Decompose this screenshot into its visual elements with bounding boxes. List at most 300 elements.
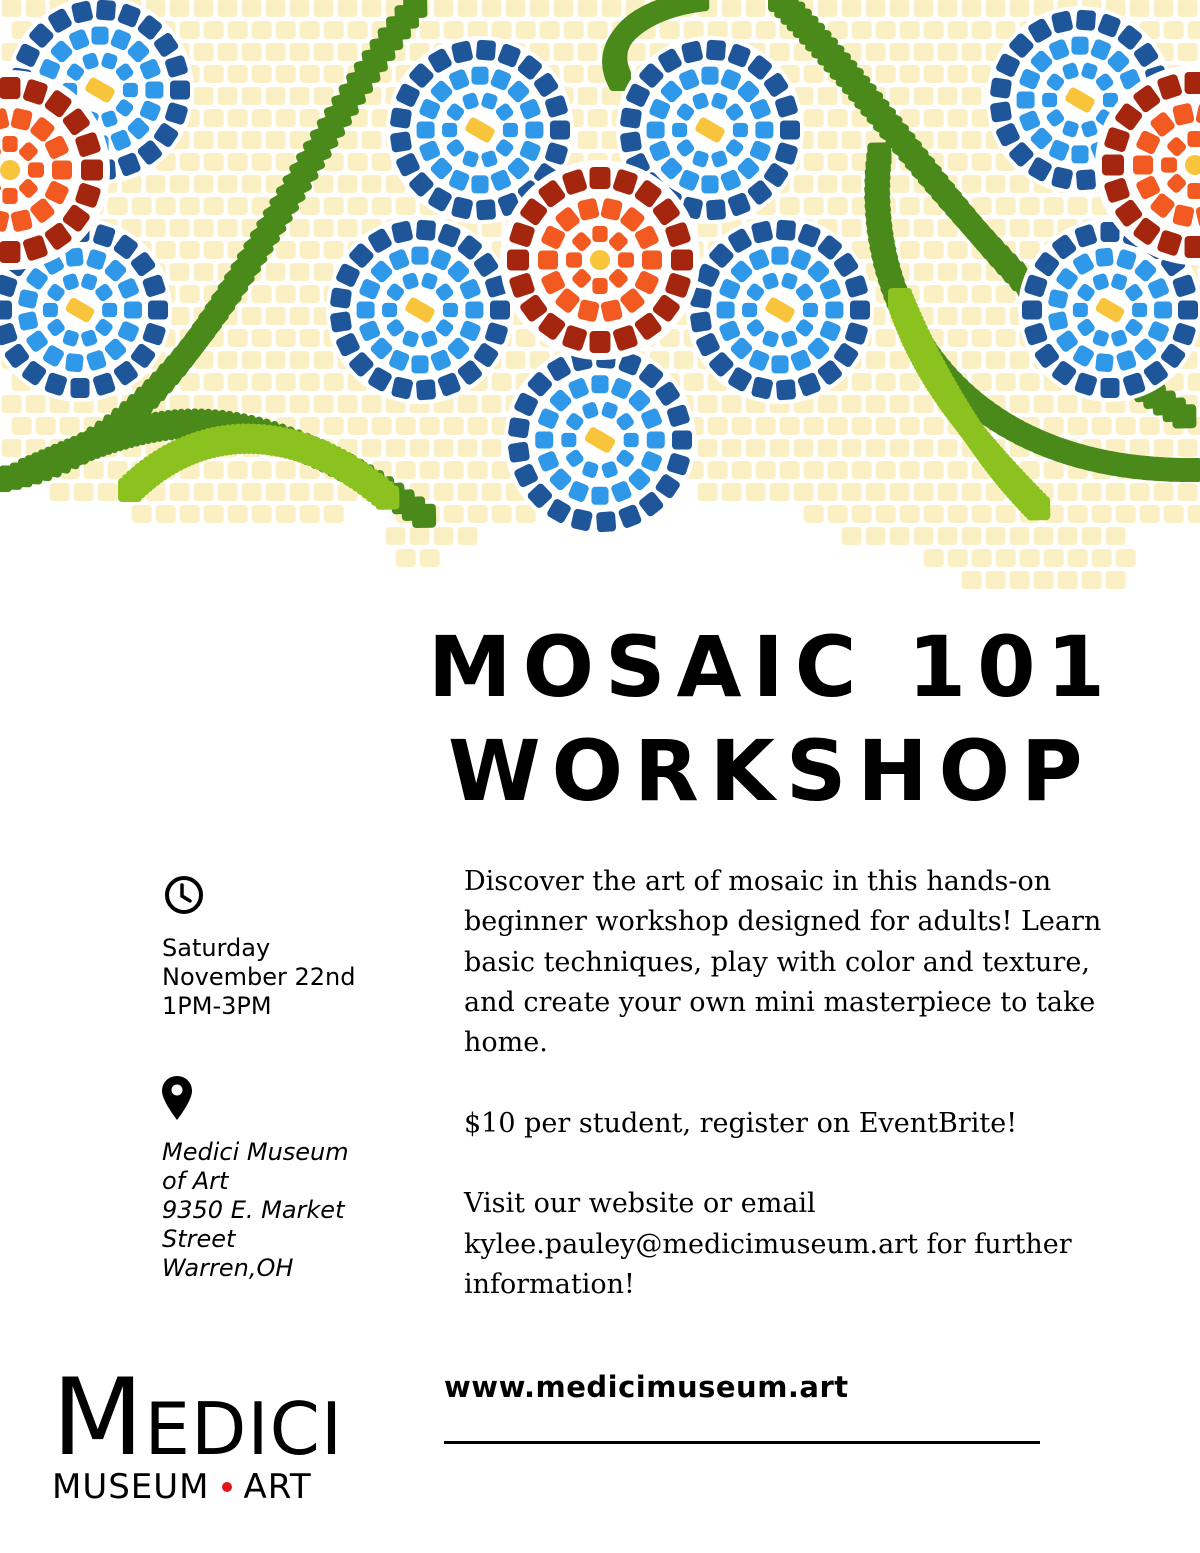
mosaic-tile (671, 250, 693, 271)
mosaic-tile (996, 549, 1016, 567)
mosaic-tile (338, 0, 358, 17)
mosaic-tile (194, 43, 214, 61)
mosaic-tile (1092, 417, 1112, 435)
mosaic-tile (722, 439, 742, 457)
mosaic-tile (1092, 549, 1112, 567)
mosaic-tile (324, 21, 344, 39)
mosaic-tile (938, 0, 958, 17)
mosaic-tile (698, 483, 718, 501)
medici-logo (52, 1356, 344, 1507)
mosaic-tile (852, 461, 872, 479)
mosaic-tile (962, 571, 982, 589)
mosaic-tile (204, 373, 224, 391)
mosaic-tile (1020, 373, 1040, 391)
mosaic-tile (948, 329, 968, 347)
mosaic-tile (1188, 21, 1200, 39)
mosaic-tile (722, 395, 742, 413)
mosaic-tile (390, 131, 413, 153)
mosaic-tile (948, 153, 968, 171)
mosaic-tile (818, 87, 838, 105)
mosaic-tile (516, 21, 536, 39)
mosaic-tile (218, 0, 238, 17)
mosaic-tile (1068, 505, 1088, 523)
mosaic-tile (828, 197, 848, 215)
mosaic-tile (924, 549, 944, 567)
mosaic-tile (218, 131, 238, 149)
mosaic-tile (948, 241, 968, 259)
mosaic-tile (986, 0, 1006, 17)
mosaic-tile (170, 81, 190, 100)
mosaic-tile (458, 439, 478, 457)
mosaic-tile (1095, 247, 1114, 267)
mosaic-tile (962, 0, 982, 17)
mosaic-tile (578, 87, 598, 105)
mosaic-tile (242, 0, 262, 17)
mosaic-tile (776, 220, 796, 241)
mosaic-tile (1154, 0, 1174, 17)
mosaic-tile (876, 329, 896, 347)
mosaic-tile (91, 27, 108, 45)
mosaic-tile (416, 379, 436, 400)
mosaic-tile (742, 303, 757, 317)
mosaic-tile (444, 21, 464, 39)
mosaic-tile (924, 285, 944, 303)
mosaic-tile (938, 527, 958, 545)
mosaic-tile (50, 483, 70, 501)
mosaic-tile (416, 220, 436, 241)
mosaic-tile (1187, 131, 1200, 147)
description (464, 862, 1104, 1346)
mosaic-tile (1164, 21, 1184, 39)
mosaic-tile (204, 153, 224, 171)
mosaic-tile (972, 285, 992, 303)
mosaic-tile (1178, 483, 1198, 501)
mosaic-tile (508, 441, 531, 463)
mosaic-tile (900, 461, 920, 479)
mosaic-tile (842, 0, 862, 17)
mosaic-tile (180, 197, 200, 215)
mosaic-tile (914, 483, 934, 501)
mosaic-tile (746, 0, 766, 17)
mosaic-tile (924, 109, 944, 127)
mosaic-tile (420, 549, 440, 567)
mosaic-tile (411, 355, 428, 373)
mosaic-tile (314, 263, 334, 281)
mosaic-tile (900, 241, 920, 259)
mosaic-tile (525, 121, 543, 138)
mosaic-tile (276, 65, 296, 83)
mosaic-tile (314, 87, 334, 105)
mosaic-tile (96, 0, 116, 21)
mosaic-tile (938, 483, 958, 501)
mosaic-tile (458, 483, 478, 501)
mosaic-tile (204, 109, 224, 127)
mosaic-tile (962, 483, 982, 501)
mosaic-tile (290, 263, 310, 281)
mosaic-tile (592, 278, 607, 294)
mosaic-tile (828, 153, 848, 171)
mosaic-tile (507, 250, 529, 271)
mosaic-tile (804, 153, 824, 171)
mosaic-tile (252, 109, 272, 127)
mosaic-tile (390, 107, 413, 129)
mosaic-tile (746, 439, 766, 457)
mosaic-tile (962, 307, 982, 325)
mosaic-backdrop (590, 250, 610, 270)
mosaic-tile (986, 527, 1006, 545)
mosaic-tile (252, 373, 272, 391)
mosaic-tile (242, 351, 262, 369)
mosaic-tile (290, 483, 310, 501)
mosaic-tile (876, 65, 896, 83)
mosaic-tile (362, 175, 382, 193)
mosaic-tile (948, 505, 968, 523)
mosaic-tile (420, 417, 440, 435)
mosaic-tile (530, 0, 550, 17)
mosaic-tile (876, 461, 896, 479)
mosaic-tile (218, 43, 238, 61)
mosaic-tile (290, 87, 310, 105)
mosaic-tile (804, 461, 824, 479)
mosaic-tile (266, 43, 286, 61)
mosaic-tile (962, 263, 982, 281)
mosaic-tile (1178, 301, 1198, 320)
mosaic-tile (218, 351, 238, 369)
mosaic-tile (43, 303, 58, 317)
mosaic-tile (708, 417, 728, 435)
mosaic-tile (102, 303, 117, 317)
mosaic-tile (1068, 197, 1088, 215)
mosaic-tile (81, 160, 103, 181)
mosaic-tile (996, 505, 1016, 523)
mosaic-tile (1068, 549, 1088, 567)
mosaic-tile (228, 21, 248, 39)
mosaic-tile (818, 175, 838, 193)
mosaic-tile (804, 109, 824, 127)
mosaic-tile (1076, 169, 1096, 190)
mosaic-tile (732, 461, 752, 479)
mosaic-tile (252, 153, 272, 171)
mosaic-tile (1130, 439, 1150, 457)
mosaic-tile (290, 43, 310, 61)
mosaic-tile (1095, 353, 1114, 373)
mosaic-tile (554, 43, 574, 61)
mosaic-tile (508, 417, 531, 439)
mosaic-tile (338, 43, 358, 61)
mosaic-tile (434, 483, 454, 501)
mosaic-tile (1071, 37, 1088, 55)
mosaic-tile (588, 109, 608, 127)
mosaic-tile (1164, 505, 1184, 523)
event-time: 1PM-3PM (162, 992, 272, 1020)
mosaic-tile (492, 373, 512, 391)
mosaic-tile (482, 439, 502, 457)
mosaic-tile (780, 461, 800, 479)
mosaic-tile (1026, 496, 1050, 520)
mosaic-tile (842, 395, 862, 413)
mosaic-tile (996, 329, 1016, 347)
mosaic-tile (476, 40, 496, 61)
mosaic-tile (156, 241, 176, 259)
mosaic-tile (276, 241, 296, 259)
mosaic-tile (850, 301, 870, 320)
mosaic-tile (218, 219, 238, 237)
mosaic-tile (60, 417, 80, 435)
mosaic-tile (990, 77, 1013, 99)
mosaic-tile (825, 301, 843, 318)
mosaic-tile (314, 351, 334, 369)
mosaic-tile (1102, 155, 1124, 176)
mosaic-tile (672, 123, 687, 137)
mosaic-tile (1140, 505, 1160, 523)
mosaic-tile (468, 505, 488, 523)
mosaic-tile (818, 439, 838, 457)
mosaic-tile (170, 175, 190, 193)
logo-art: ART (243, 1467, 312, 1507)
mosaic-tile (506, 351, 526, 369)
mosaic-tile (647, 431, 665, 448)
mosaic-tile (314, 0, 334, 17)
mosaic-tile (228, 461, 248, 479)
mosaic-tile (420, 21, 440, 39)
mosaic-tile (443, 303, 458, 317)
mosaic-tile (578, 43, 598, 61)
mosaic-tile (348, 153, 368, 171)
mosaic-tile (180, 285, 200, 303)
mosaic-tile (228, 65, 248, 83)
mosaic-tile (620, 107, 643, 129)
mosaic-tile (372, 197, 392, 215)
mosaic-tile (535, 431, 553, 448)
mosaic-tile (468, 461, 488, 479)
mosaic-tile (396, 461, 416, 479)
mosaic-tile (803, 303, 818, 317)
mosaic-tile (1034, 527, 1054, 545)
mosaic-tile (410, 439, 430, 457)
mosaic-tile (218, 483, 238, 501)
mosaic-tile (492, 21, 512, 39)
mosaic-tile (624, 433, 639, 447)
mosaic-tile (276, 329, 296, 347)
mosaic-tile (770, 43, 790, 61)
mosaic-tile (252, 285, 272, 303)
mosaic-tile (554, 0, 574, 17)
mosaic-tile (755, 121, 773, 138)
mosaic-tile (1092, 505, 1112, 523)
mosaic-tile (1010, 219, 1030, 237)
mosaic-tile (36, 417, 56, 435)
mosaic-tile (170, 0, 190, 17)
mosaic-tile (924, 21, 944, 39)
mosaic-tile (588, 21, 608, 39)
mosaic-tile (204, 505, 224, 523)
mosaic-tile (1082, 483, 1102, 501)
mosaic-tile (701, 175, 718, 193)
mosaic-tile (146, 219, 166, 237)
mosaic-tile (228, 505, 248, 523)
mosaic-tile (1010, 571, 1030, 589)
mosaic-tile (900, 417, 920, 435)
mosaic-tile (266, 307, 286, 325)
mosaic-tile (890, 351, 910, 369)
mosaic-tile (412, 504, 436, 528)
mosaic-tile (890, 527, 910, 545)
mosaic-tile (592, 226, 607, 242)
mosaic-tile (1068, 417, 1088, 435)
mosaic-tile (818, 483, 838, 501)
location-line: of Art (162, 1167, 229, 1195)
mosaic-tile (660, 21, 680, 39)
mosaic-tile (890, 395, 910, 413)
mosaic-tile (266, 263, 286, 281)
mosaic-tile (290, 0, 310, 17)
mosaic-tile (314, 43, 334, 61)
mosaic-tile (924, 505, 944, 523)
mosaic-tile (690, 311, 713, 333)
mosaic-tile (867, 142, 891, 166)
mosaic-tile (1106, 571, 1126, 589)
mosaic-tile (996, 197, 1016, 215)
price-paragraph: $10 per student, register on EventBrite! (464, 1107, 1018, 1139)
mosaic-tile (458, 0, 478, 17)
mosaic-tile (324, 65, 344, 83)
mosaic-tile (990, 101, 1013, 123)
mosaic-tile (972, 505, 992, 523)
mosaic-tile (876, 417, 896, 435)
mosaic-tile (684, 373, 704, 391)
mosaic-tile (2, 188, 17, 204)
mosaic-tile (1071, 145, 1088, 163)
mosaic-tile (972, 21, 992, 39)
mosaic-tile (948, 21, 968, 39)
mosaic-tile (866, 43, 886, 61)
mosaic-tile (924, 417, 944, 435)
mosaic-tile (252, 505, 272, 523)
mosaic-tile (698, 439, 718, 457)
mosaic-tile (194, 87, 214, 105)
mosaic-tile (300, 329, 320, 347)
mosaic-tile (1130, 0, 1150, 17)
mosaic-tile (228, 153, 248, 171)
mosaic-tile (324, 373, 344, 391)
mosaic-tile (71, 378, 90, 398)
mosaic-tile (156, 505, 176, 523)
mosaic-tile (204, 197, 224, 215)
mosaic-tile (642, 251, 662, 270)
mosaic-tile (228, 329, 248, 347)
mosaic-tile (1058, 527, 1078, 545)
mosaic-tile (362, 439, 382, 457)
mosaic-tile (842, 439, 862, 457)
mosaic-tile (672, 431, 692, 450)
mosaic-tile (362, 0, 382, 17)
mosaic-tile (986, 307, 1006, 325)
mosaic-tile (300, 285, 320, 303)
mosaic-tile (396, 417, 416, 435)
mosaic-tile (1132, 303, 1147, 317)
mosaic-tile (684, 21, 704, 39)
mosaic-tile (756, 461, 776, 479)
title-line-1: MOSAIC 101 (428, 618, 1116, 716)
description-paragraph: Discover the art of mosaic in this hands-on beginner workshop designed for adults! Learn basic techniques, play with color and texture, and create your own mini masterpiece to take home. (464, 866, 1102, 1059)
mosaic-tile (1178, 439, 1198, 457)
mosaic-tile (338, 395, 358, 413)
mosaic-tile (890, 483, 910, 501)
mosaic-tile (1154, 301, 1172, 318)
mosaic-tile (372, 417, 392, 435)
map-pin-icon (160, 1074, 194, 1122)
mosaic-tile (276, 21, 296, 39)
website-link[interactable]: www.medicimuseum.art (444, 1370, 849, 1404)
mosaic-tile (1116, 505, 1136, 523)
mosaic-tile (1020, 549, 1040, 567)
mosaic-tile (972, 153, 992, 171)
mosaic-tile (962, 131, 982, 149)
mosaic-tile (1076, 10, 1096, 31)
mosaic-tile (434, 527, 454, 545)
mosaic-tile (1034, 395, 1054, 413)
mosaic-tile (386, 439, 406, 457)
mosaic-tile (1017, 91, 1035, 108)
mosaic-tile (180, 241, 200, 259)
mosaic-tile (776, 379, 796, 400)
mosaic-tile (148, 301, 168, 320)
mosaic-tile (914, 219, 934, 237)
mosaic-tile (276, 373, 296, 391)
mosaic-tile (794, 483, 814, 501)
mosaic-tile (1082, 527, 1102, 545)
mosaic-tile (852, 373, 872, 391)
mosaic-tile (2, 0, 22, 17)
mosaic-tile (471, 175, 488, 193)
mosaic-tile (444, 461, 464, 479)
mosaic-tile (938, 439, 958, 457)
mosaic-tile (290, 395, 310, 413)
mosaic-tile (602, 0, 622, 17)
mosaic-tile (300, 241, 320, 259)
location-line: 9350 E. Market (162, 1196, 345, 1224)
mosaic-tile (290, 307, 310, 325)
mosaic-tile (348, 417, 368, 435)
mosaic-tile (482, 0, 502, 17)
mosaic-tile (242, 395, 262, 413)
mosaic-tile (1042, 93, 1057, 107)
mosaic-tile (1106, 483, 1126, 501)
mosaic-tile (866, 0, 886, 17)
mosaic-tile (1101, 378, 1120, 398)
mosaic-tile (771, 355, 788, 373)
mosaic-tile (590, 167, 611, 189)
mosaic-tile (386, 527, 406, 545)
schedule-info (162, 934, 355, 1021)
mosaic-tile (444, 417, 464, 435)
mosaic-tile (890, 43, 910, 61)
mosaic-tile (914, 527, 934, 545)
mosaic-tile (357, 301, 375, 318)
mosaic-tile (330, 287, 353, 309)
mosaic-tile (228, 109, 248, 127)
mosaic-tile (1154, 483, 1174, 501)
mosaic-tile (218, 87, 238, 105)
mosaic-tile (647, 121, 665, 138)
mosaic-tile (914, 0, 934, 17)
mosaic-tile (1010, 395, 1030, 413)
mosaic-tile (804, 65, 824, 83)
mosaic-tile (566, 252, 582, 267)
mosaic-tile (900, 197, 920, 215)
mosaic-tile (1044, 461, 1064, 479)
mosaic-tile (506, 0, 526, 17)
